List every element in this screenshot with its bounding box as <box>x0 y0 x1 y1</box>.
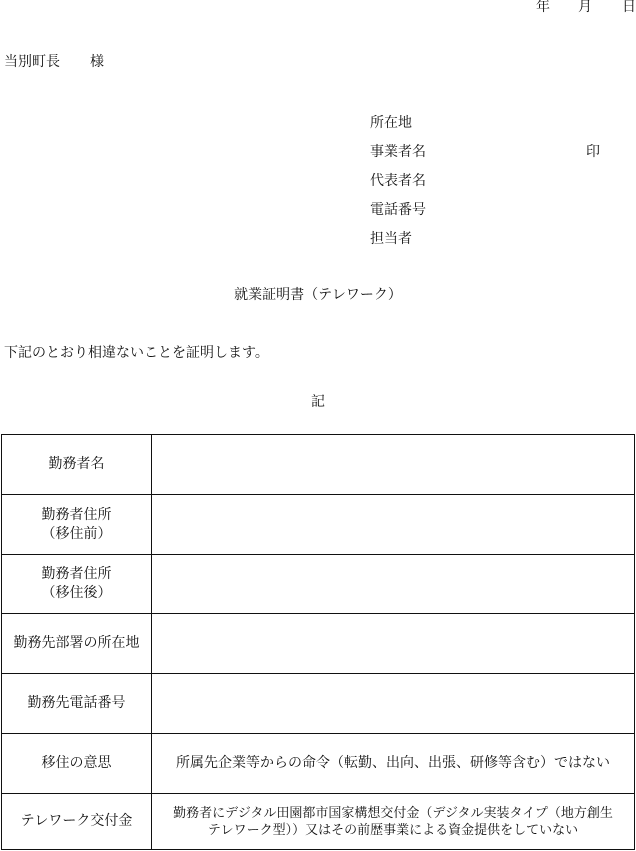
row-label-address-after-main: 勤務者住所 <box>41 566 112 582</box>
table-row <box>2 555 635 614</box>
row-label-address-before-main: 勤務者住所 <box>41 506 112 523</box>
table-row <box>2 734 635 794</box>
table-row <box>2 495 635 555</box>
seal-mark: 印 <box>586 144 600 160</box>
row-label-address-before <box>2 495 152 555</box>
addressee-name: 当別町長 <box>4 54 60 70</box>
telework-grant-statement <box>152 794 635 850</box>
row-label-address-after-sub: （移住後） <box>41 585 112 601</box>
row-label-office-phone: 勤務先電話番号 <box>2 674 152 734</box>
row-label-address-before-sub: （移住前） <box>41 525 112 542</box>
table-row <box>2 674 635 734</box>
certification-statement: 下記のとおり相違ないことを証明します。 <box>4 345 269 361</box>
address-before-field[interactable] <box>152 495 635 555</box>
issuer-business-name-label: 事業者名 <box>370 144 426 160</box>
telework-grant-line-1: 勤務者にデジタル田園都市国家構想交付金（デジタル実装タイプ（地方創生 <box>173 805 613 821</box>
date-year: 年 <box>536 0 550 15</box>
table-row <box>2 435 635 495</box>
row-label-address-after <box>2 555 152 614</box>
row-label-worker-name: 勤務者名 <box>2 435 152 495</box>
ki-heading: 記 <box>311 394 325 410</box>
row-label-office-location: 勤務先部署の所在地 <box>2 614 152 674</box>
issuer-address-label: 所在地 <box>370 115 412 131</box>
office-phone-field[interactable] <box>152 674 635 734</box>
row-label-telework-grant: テレワーク交付金 <box>2 794 152 850</box>
address-after-field[interactable] <box>152 555 635 614</box>
relocation-intent-statement: 所属先企業等からの命令（転勤、出向、出張、研修等含む）ではない <box>152 734 635 794</box>
worker-name-field[interactable] <box>152 435 635 495</box>
date-day: 日 <box>622 0 636 15</box>
telework-grant-line-2: テレワーク型））又はその前歴事業による資金提供をしていない <box>207 822 579 838</box>
issuer-phone-label: 電話番号 <box>370 202 426 218</box>
issuer-contact-label: 担当者 <box>370 231 412 247</box>
table-row <box>2 794 635 850</box>
table-row <box>2 614 635 674</box>
document-title: 就業証明書（テレワーク） <box>234 287 402 303</box>
row-label-relocation-intent: 移住の意思 <box>2 734 152 794</box>
addressee-honorific: 様 <box>90 54 104 70</box>
issuer-representative-label: 代表者名 <box>370 173 426 189</box>
certificate-table <box>1 434 635 850</box>
office-location-field[interactable] <box>152 614 635 674</box>
date-month: 月 <box>578 0 592 15</box>
addressee <box>4 55 104 69</box>
